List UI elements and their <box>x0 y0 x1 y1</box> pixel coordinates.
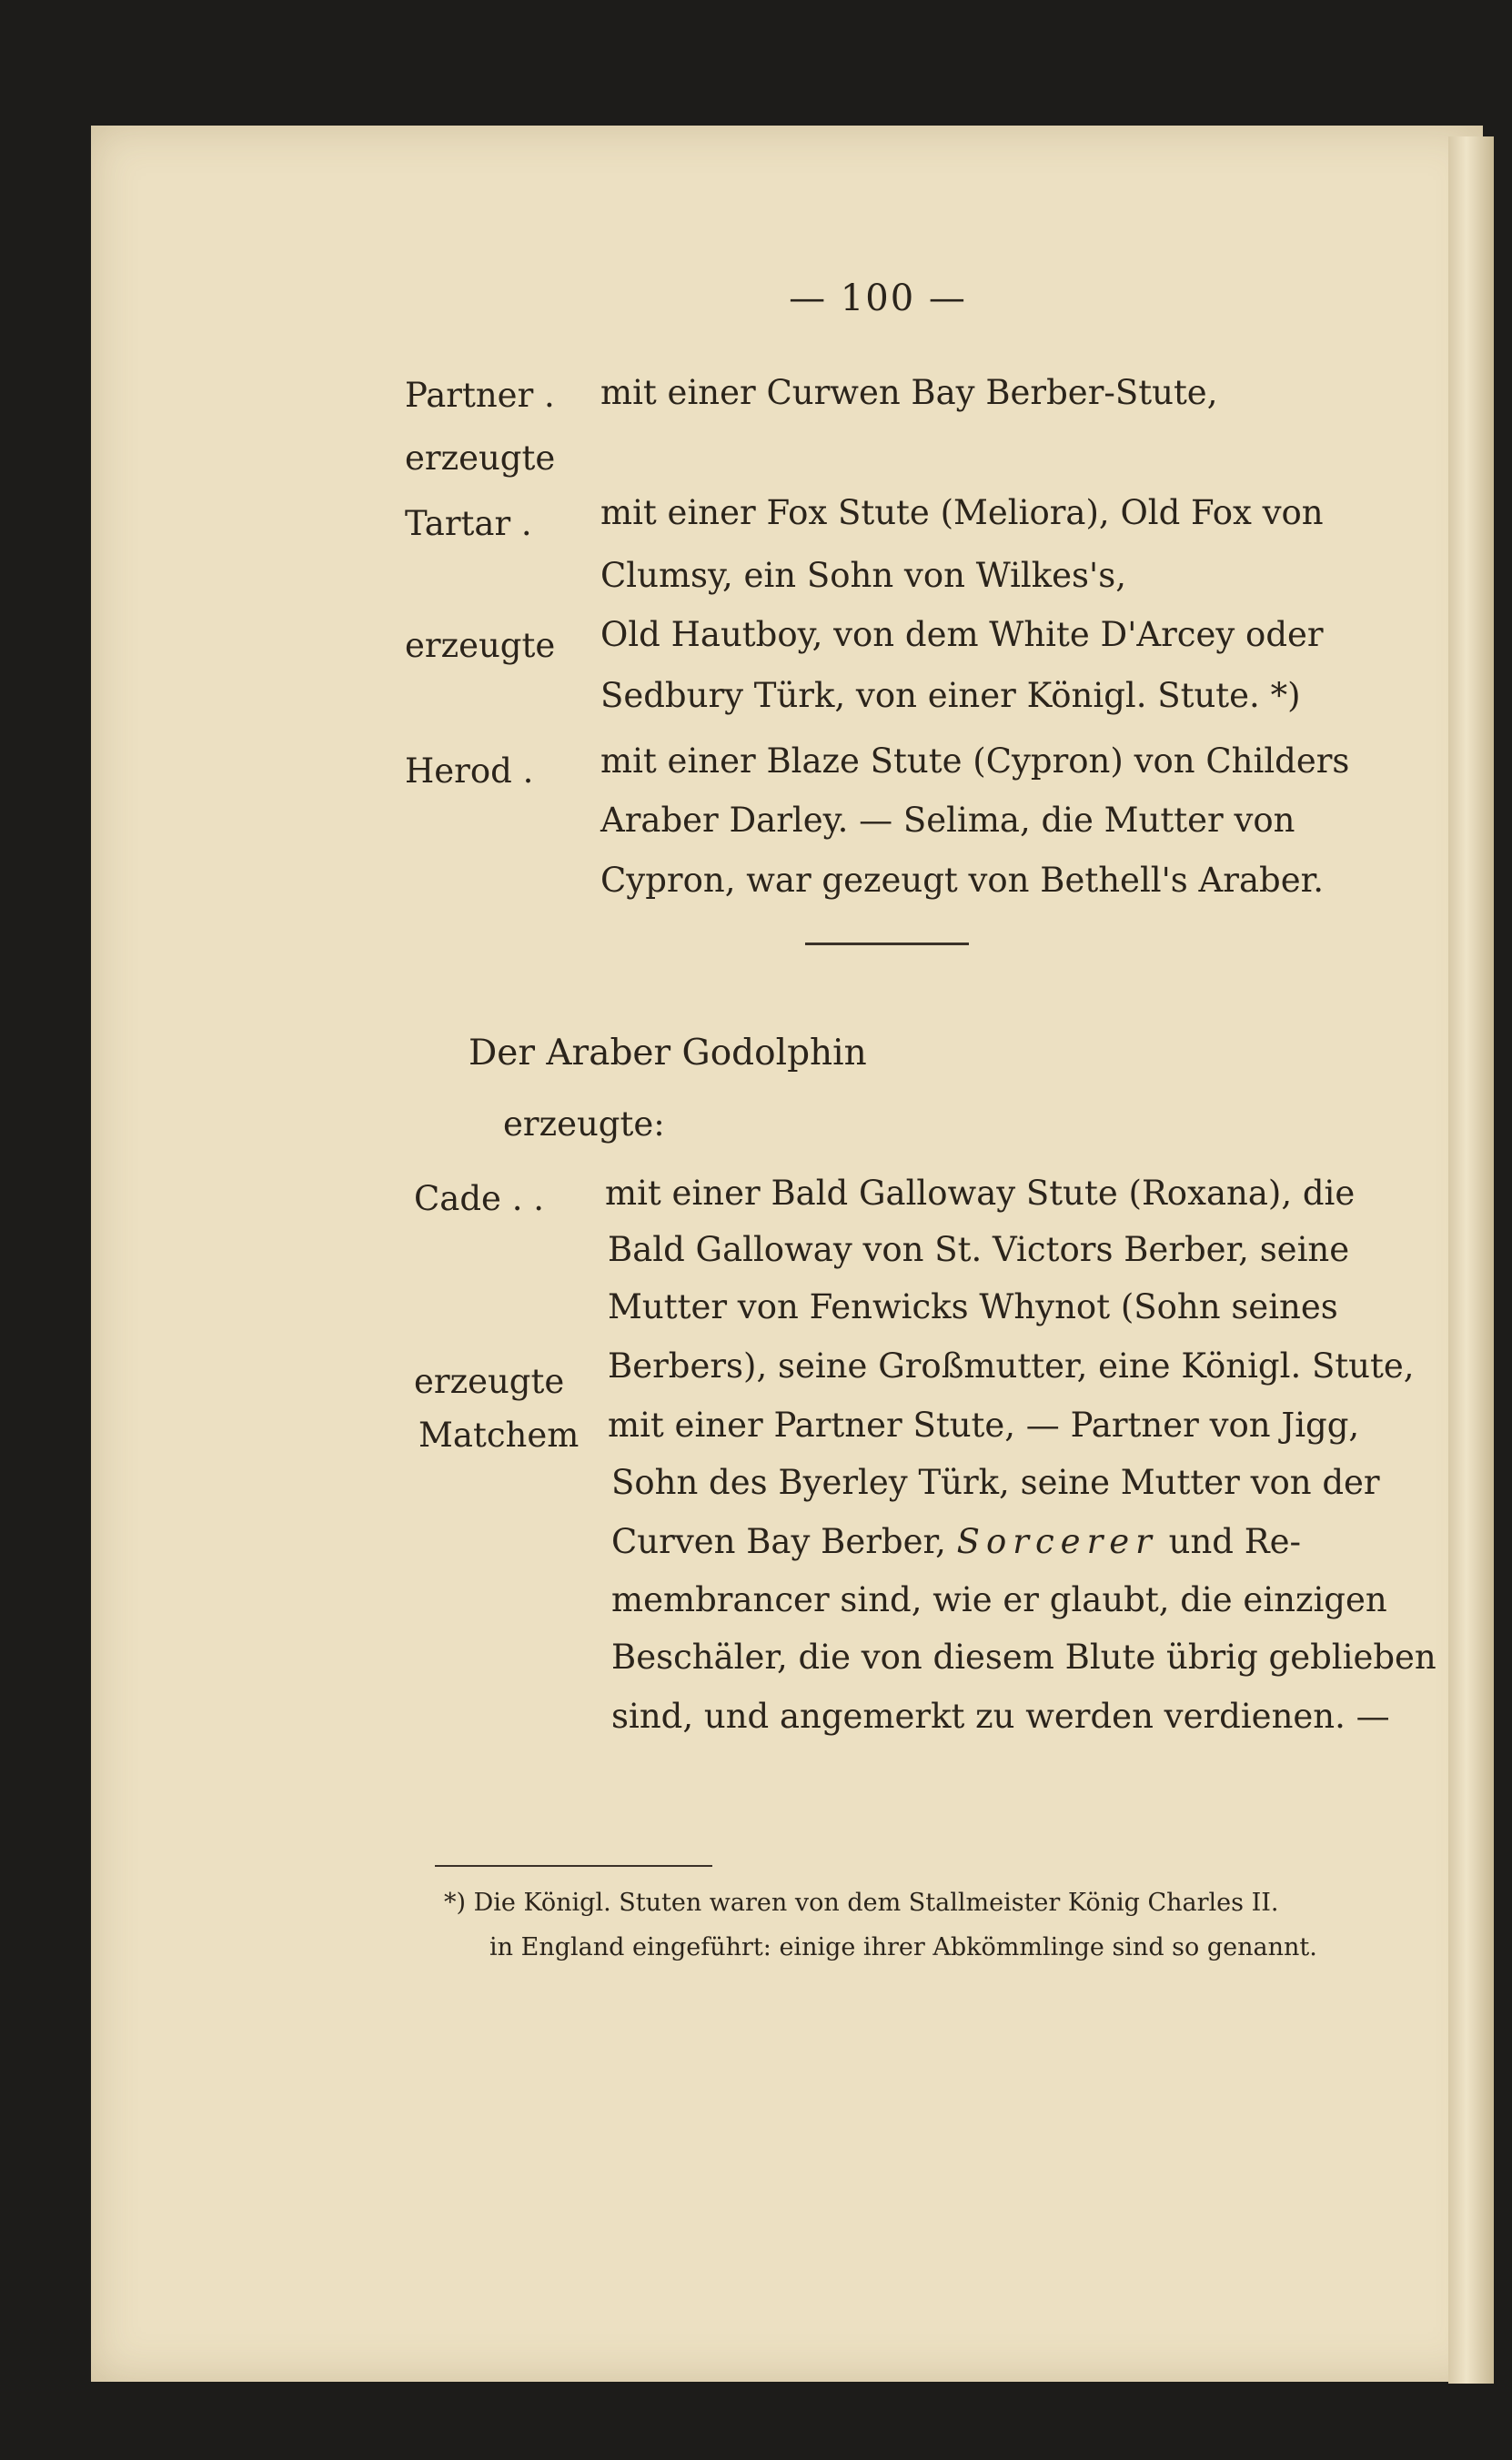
text-line: Berbers), seine Großmutter, eine Königl. Stute, <box>608 1346 1415 1386</box>
section-divider <box>805 943 969 945</box>
label-herod: Herod . <box>405 751 534 791</box>
text-line: Clumsy, ein Sohn von Wilkes's, <box>600 556 1126 595</box>
text-line: Araber Darley. — Selima, die Mutter von <box>600 801 1295 840</box>
text-line: mit einer Blaze Stute (Cypron) von Childers <box>600 741 1350 781</box>
text-segment: Curven Bay Berber, <box>611 1522 946 1561</box>
footnote-line: in England eingeführt: einige ihrer Abkömmlinge sind so genannt. <box>489 1933 1317 1961</box>
text-line: sind, und angemerkt zu werden verdienen. — <box>611 1697 1390 1736</box>
spaced-name-sorcerer: Sorcerer <box>956 1522 1158 1561</box>
page-number: — 100 — <box>789 277 967 319</box>
footnote-line: *) Die Königl. Stuten waren von dem Stallmeister König Charles II. <box>444 1889 1279 1917</box>
right-page-edge <box>1448 136 1494 2384</box>
text-segment: und Re- <box>1168 1522 1301 1561</box>
section-heading: Der Araber Godolphin <box>469 1033 867 1074</box>
text-line: Beschäler, die von diesem Blute übrig geblieben <box>611 1638 1436 1677</box>
label-erzeugte: erzeugte <box>405 626 556 665</box>
text-line: mit einer Partner Stute, — Partner von Jigg, <box>608 1406 1360 1445</box>
label-partner: Partner . <box>405 376 555 415</box>
section-subheading: erzeugte: <box>503 1104 665 1144</box>
label-tartar: Tartar . <box>405 504 532 543</box>
text-line: Bald Galloway von St. Victors Berber, seine <box>608 1230 1350 1269</box>
text-line: mit einer Fox Stute (Meliora), Old Fox von <box>600 493 1324 532</box>
text-line: mit einer Bald Galloway Stute (Roxana), die <box>605 1174 1356 1213</box>
label-cade: Cade . . <box>414 1179 544 1218</box>
footnote-rule <box>435 1865 712 1867</box>
label-matchem: Matchem <box>418 1416 580 1455</box>
text-line: Old Hautboy, von dem White D'Arcey oder <box>600 615 1324 654</box>
text-line <box>611 1522 1301 1561</box>
label-erzeugte: erzeugte <box>414 1362 565 1401</box>
text-line: membrancer sind, wie er glaubt, die einzigen <box>611 1580 1387 1619</box>
text-line: Sedbury Türk, von einer Königl. Stute. *) <box>600 676 1301 715</box>
text-line: mit einer Curwen Bay Berber-Stute, <box>600 373 1218 412</box>
text-line: Cypron, war gezeugt von Bethell's Araber. <box>600 861 1324 900</box>
label-erzeugte: erzeugte <box>405 439 556 478</box>
text-line: Sohn des Byerley Türk, seine Mutter von der <box>611 1463 1380 1502</box>
text-line: Mutter von Fenwicks Whynot (Sohn seines <box>608 1287 1338 1326</box>
